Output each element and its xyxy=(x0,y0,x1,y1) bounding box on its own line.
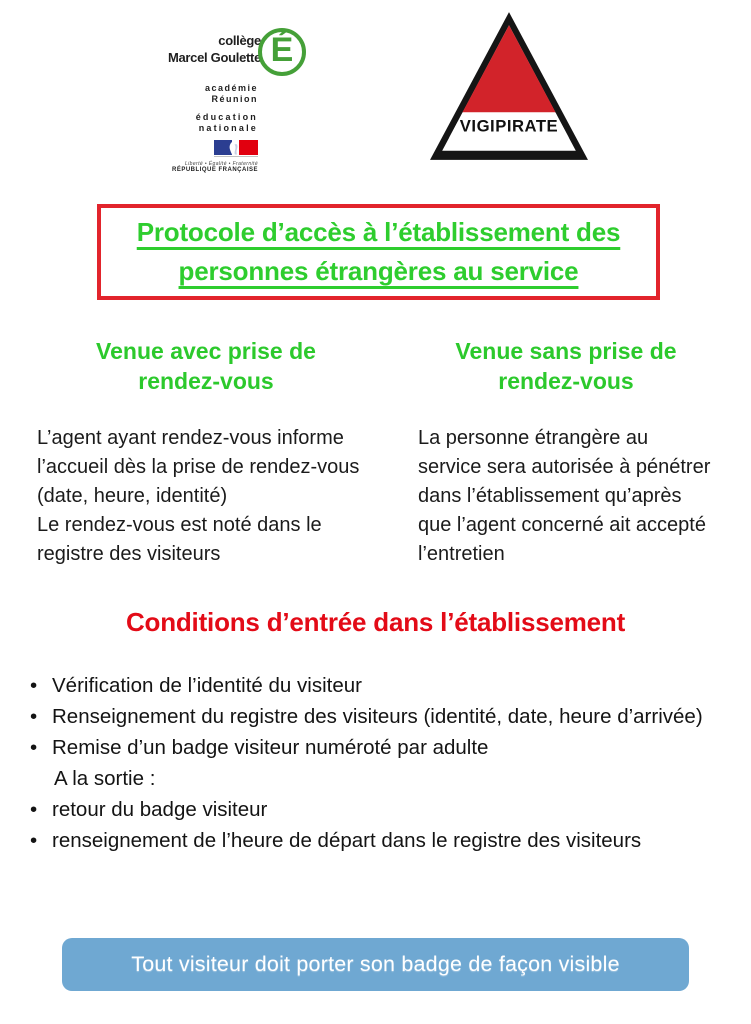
vigipirate-triangle-icon xyxy=(428,10,590,162)
paragraph: Le rendez-vous est noté dans le registre des visiteurs xyxy=(37,514,322,565)
french-flag-icon xyxy=(214,140,258,159)
bullet-icon: • xyxy=(30,829,38,852)
school-name-line1: collège xyxy=(218,33,261,49)
badge-banner: Tout visiteur doit porter son badge de façon visible xyxy=(62,938,689,991)
column-body-with-appointment xyxy=(30,424,382,569)
school-logo xyxy=(146,24,306,173)
school-name-line2: Marcel Goulette xyxy=(167,50,261,65)
list-item xyxy=(30,701,730,732)
column-heading-without-appointment: Venue sans prise de rendez-vous xyxy=(455,338,677,394)
vigipirate-logo xyxy=(428,10,590,162)
vigipirate-label: VIGIPIRATE xyxy=(459,116,559,136)
list-item xyxy=(30,825,730,856)
column-without-appointment xyxy=(418,336,714,569)
list-item xyxy=(30,732,730,763)
paragraph: L’agent ayant rendez-vous informe l’accueil dès la prise de rendez-vous (date, heure, identité) xyxy=(37,427,360,507)
ministry-label: éducation nationale xyxy=(195,111,258,134)
list-item-text: A la sortie : xyxy=(54,767,156,790)
list-item-text: Renseignement du registre des visiteurs (identité, date, heure d’arrivée) xyxy=(52,705,703,728)
conditions-heading: Conditions d’entrée dans l’établissement xyxy=(125,607,626,637)
list-item-text: retour du badge visiteur xyxy=(52,798,268,821)
academie-label: académie Réunion xyxy=(204,83,258,105)
page-title-line1: Protocole d’accès à l’établissement des xyxy=(136,217,621,247)
column-heading-with-appointment: Venue avec prise de rendez-vous xyxy=(96,338,316,394)
list-item xyxy=(30,670,730,701)
school-name xyxy=(168,33,261,67)
paragraph: La personne étrangère au service sera autorisée à pénétrer dans l’établissement qu’après que l’agent concerné ait accepté l’entretien xyxy=(418,427,711,565)
bullet-icon: • xyxy=(30,674,38,697)
list-item-text: renseignement de l’heure de départ dans le registre des visiteurs xyxy=(52,829,642,852)
title-box xyxy=(97,204,660,300)
list-item-text: Vérification de l’identité du visiteur xyxy=(52,674,362,697)
bullet-icon: • xyxy=(30,705,38,728)
column-with-appointment xyxy=(30,336,382,569)
school-logo-top-row xyxy=(146,24,306,76)
republique-francaise-logo xyxy=(146,140,306,159)
list-item-text: Remise d’un badge visiteur numéroté par adulte xyxy=(52,736,489,759)
bullet-icon: • xyxy=(30,736,38,759)
bullet-icon: • xyxy=(30,798,38,821)
academie-e-icon: É xyxy=(258,28,306,76)
page-title-line2: personnes étrangères au service xyxy=(178,256,579,286)
republique-line: RÉPUBLIQUE FRANÇAISE xyxy=(171,166,258,173)
list-item xyxy=(30,794,730,825)
motto-line: Liberté • Égalité • Fraternité xyxy=(184,160,258,167)
conditions-list xyxy=(30,670,730,856)
column-body-without-appointment xyxy=(418,424,714,569)
list-item xyxy=(30,763,730,794)
